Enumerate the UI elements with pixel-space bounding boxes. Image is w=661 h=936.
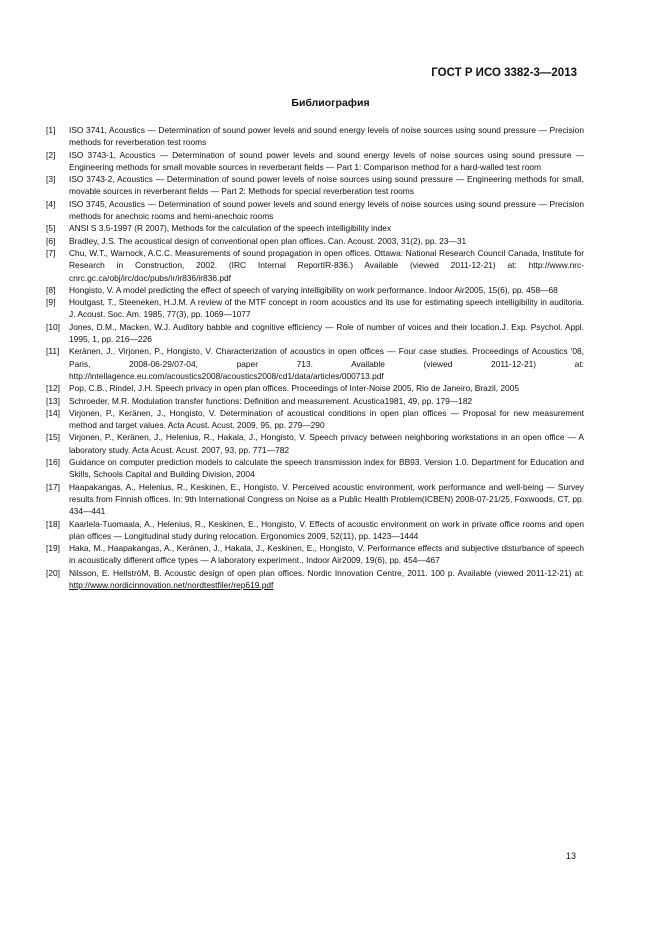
reference-text: ISO 3741, Acoustics — Determination of sound power levels and sound energy levels of noise sources using sound pressure — Precision methods for reverberation test rooms <box>69 125 584 148</box>
reference-text <box>69 567 584 592</box>
reference-text: Jones, D.M., Macken, W.J. Auditory babble and cognitive efficiency — Role of number of voices and their location.J. Exp. Psychol. Appl. 1995, 1, pp. 216—226 <box>69 321 584 345</box>
reference-text: Chu, W.T., Warnock, A.C.C. Measurements of sound propagation in open offices. Ottawa: National Research Council Canada, Institute for Research in Construction, 2002. (IRC Internal ReportIR-836.) Available (viewed 2011-12-21) at: http://www.nrc-cnrc.gc.ca/obj/irc/doc/pubs/ir/ir836/ir836.pdf <box>69 247 584 283</box>
reference-item <box>46 124 584 149</box>
reference-text: Hongisto, V. A model predicting the effect of speech of varying intelligibility on work performance. Indoor Air2005, 15(6), pp. 458—68 <box>69 284 558 295</box>
reference-text: Schroeder, M.R. Modulation transfer functions: Definition and measurement. Acustica1981, 49, pp. 179—182 <box>69 395 473 406</box>
reference-number: [14] <box>46 407 60 418</box>
reference-item <box>46 456 584 481</box>
reference-link[interactable]: http://www.nordicinnovation.net/nordtestfiler/rep619.pdf <box>69 579 274 590</box>
reference-item <box>46 382 584 394</box>
reference-item <box>46 149 584 174</box>
reference-text: ISO 3745, Acoustics — Determination of sound power levels and sound energy levels of noise sources using sound pressure — Precision methods for anechoic rooms and hemi-anechoic rooms <box>69 198 584 222</box>
reference-item <box>46 198 584 223</box>
reference-item <box>46 222 584 234</box>
reference-text: Bradley, J.S. The acoustical design of conventional open plan offices. Can. Acoust. 2003, 31(2), pp. 23—31 <box>69 235 467 246</box>
reference-number: [17] <box>46 481 60 492</box>
reference-text: Guidance on computer prediction models to calculate the speech transmission index for BB93. Version 1.0. Department for Education and Skills, Schools Capital and Building Division, 2004 <box>69 457 584 480</box>
reference-number: [13] <box>46 395 60 406</box>
reference-number: [11] <box>46 346 60 357</box>
reference-number: [5] <box>46 223 56 234</box>
reference-number: [20] <box>46 567 60 578</box>
reference-text: Virjonen, P., Keränen, J., Helenius, R., Hakala, J., Hongisto, V. Speech privacy between neighboring workstations in an open office — A laboratory study. Acta Acust. Acust. 2007, 93, pp. 771—782 <box>69 432 584 455</box>
reference-number: [8] <box>46 284 56 295</box>
reference-number: [2] <box>46 149 56 160</box>
reference-item <box>46 542 584 567</box>
reference-number: [4] <box>46 198 56 209</box>
reference-text: ANSI S 3.5-1997 (R 2007), Methods for the calculation of the speech intelligibility index <box>69 223 392 234</box>
reference-item <box>46 481 584 518</box>
reference-text: Virjonen, P., Keränen, J., Hongisto, V. Determination of acoustical conditions in open plan offices — Proposal for new measurement method and target values. Acta Acust. Acust. 2009, 95, pp. 279—290 <box>69 407 584 431</box>
reference-number: [6] <box>46 235 56 246</box>
reference-item <box>46 235 584 247</box>
reference-item <box>46 395 584 407</box>
reference-number: [16] <box>46 457 60 468</box>
reference-item <box>46 284 584 296</box>
reference-item <box>46 173 584 198</box>
reference-text: Houtgast, T., Steeneken, H.J.M. A review of the MTF concept in room acoustics and its use for estimating speech intelligibility in auditoria. J. Acoust. Soc. Am. 1985, 77(3), pp. 1069—1077 <box>69 297 584 320</box>
reference-number: [7] <box>46 247 56 258</box>
document-standard-header: ГОСТ Р ИСО 3382-3—2013 <box>431 67 577 79</box>
reference-number: [1] <box>46 125 56 135</box>
reference-text: Pop, C.B., Rindel, J.H. Speech privacy in open plan offices. Proceedings of Inter-Noise 2005, Rio de Janeiro, Brazil, 2005 <box>69 383 520 394</box>
reference-text-body: Nilsson, E. HellströM, B. Acoustic design of open plan offices. Nordic Innovation Centre, 2011. 100 p. Available (viewed 2011-12-21) at: <box>69 567 584 578</box>
page-number: 13 <box>565 851 576 861</box>
reference-item <box>46 407 584 432</box>
reference-text: Haapakangas, A., Helenius, R., Keskinen, E., Hongisto, V. Perceived acoustic environment, work performance and well-being — Survey results from Finnish offices. In: 9th International Congress on Noise as a Public Health Problem(ICBEN) 2008-07-21/25, Foxwoods, CT, pp. 434—441 <box>69 481 584 517</box>
reference-text: ISO 3743-2, Acoustics — Determination of sound power levels of noise sources using sound pressure — Engineering methods for small, movable sources in reverberant fields — Part 2: Methods for special reverberation test rooms <box>69 174 584 197</box>
reference-number: [12] <box>46 383 60 394</box>
reference-item <box>46 431 584 456</box>
reference-number: [9] <box>46 297 56 308</box>
reference-item <box>46 296 584 321</box>
reference-text: Keränen, J., Virjonen, P., Hongisto, V. Characterization of acoustics in open offices — Four case studies. Proceedings of Acoustics '08, Paris, 2008-06-29/07-04, paper 713. Available (viewed 2011-12-21) at: http://intellagence.eu.com/acoustics2008/acoustics2008/cd1/data/articles/000713.pdf <box>69 346 584 381</box>
reference-number: [15] <box>46 432 60 443</box>
reference-item <box>46 518 584 543</box>
bibliography-title: Библиография <box>291 97 370 109</box>
reference-text: Kaarlela-Tuomaala, A., Helenius, R., Keskinen, E., Hongisto, V. Effects of acoustic environment on work in private office rooms and open plan offices — Longitudinal study during relocation. Ergonomics 2009, 52(11), pp. 1423—1444 <box>69 518 584 541</box>
reference-number: [19] <box>46 543 60 554</box>
reference-number: [3] <box>46 174 56 185</box>
reference-text: Haka, M., Haapakangas, A., Keränen, J., Hakala, J., Keskinen, E., Hongisto, V. Performance effects and subjective disturbance of speech in acoustically different office types — A laboratory experiment., Indoor Air2009, 19(6), pp. 454—467 <box>69 543 584 566</box>
reference-item <box>46 567 584 592</box>
reference-item <box>46 247 584 284</box>
reference-text: ISO 3743-1, Acoustics — Determination of sound power levels and sound energy levels of noise sources using sound pressure — Engineering methods for small movable sources in reverberant fields — Part 1: Comparison method for a hard-walled test room <box>69 149 584 172</box>
reference-list <box>46 124 584 591</box>
reference-item <box>46 321 584 346</box>
reference-item <box>46 345 584 382</box>
reference-number: [10] <box>46 321 60 332</box>
reference-number: [18] <box>46 518 60 529</box>
